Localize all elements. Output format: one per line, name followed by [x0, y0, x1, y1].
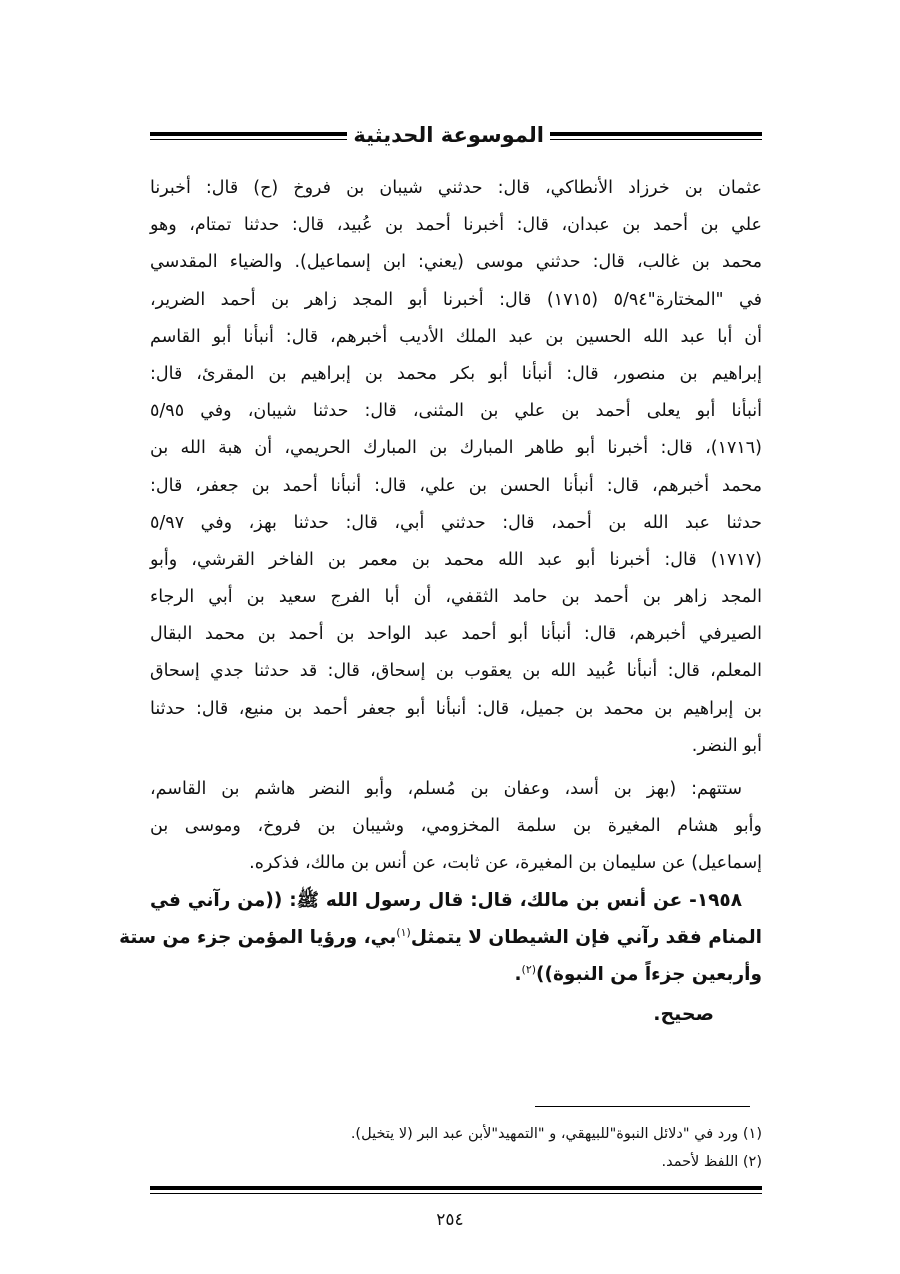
footnotes [150, 1120, 762, 1176]
text-line: بن إبراهيم بن محمد بن جميل، قال: أنبأنا أبو جعفر أحمد بن منيع، قال: حدثنا [150, 698, 762, 719]
text-line: (١٧١٦)، قال: أخبرنا أبو طاهر المبارك بن المبارك الحريمي، أن هبة الله بن [150, 438, 762, 459]
footnote-ref: (٢) [521, 962, 537, 976]
text-line: محمد بن غالب، قال: حدثني موسى (يعني: ابن إسماعيل). والضياء المقدسي [150, 252, 762, 273]
narrators-summary-line: ستتهم: (بهز بن أسد، وعفان بن مُسلم، وأبو النضر هاشم بن القاسم، [150, 779, 742, 799]
hadith-line [119, 919, 762, 956]
hadith-verdict: صحيح. [653, 1003, 714, 1025]
footnote-ref: (١) [396, 925, 411, 939]
text-line: علي بن أحمد بن عبدان، قال: أخبرنا أحمد بن عُبيد، قال: حدثنا تمتام، وهو [150, 215, 762, 236]
hadith-text: . [514, 964, 522, 985]
text-line: (١٧١٧) قال: أخبرنا أبو عبد الله محمد بن معمر بن الفاخر القرشي، وأبو [150, 549, 762, 570]
text-line: أنبأنا أبو يعلى أحمد بن علي بن المثنى، قال: حدثنا شيبان، وفي ٥/٩٥ [150, 401, 762, 422]
running-header [150, 118, 762, 154]
hadith-text: وأربعين جزءاً من النبوة)) [536, 964, 762, 985]
footnote: (١) ورد في "دلائل النبوة"للبيهقي، و "التمهيد"لأبن عبد البر (لا يتخيل). [350, 1126, 762, 1142]
narrators-summary-line: وأبو هشام المغيرة بن سلمة المخزومي، وشيبان بن فروخ، وموسى بن [150, 816, 762, 836]
text-line: حدثنا عبد الله بن أحمد، قال: حدثني أبي، قال: حدثنا بهز، وفي ٥/٩٧ [150, 512, 762, 533]
page-number: ٢٥٤ [436, 1210, 464, 1230]
footnote-separator [535, 1106, 750, 1107]
text-line: عثمان بن خرزاد الأنطاكي، قال: حدثني شيبان بن فروخ (ح) قال: أخبرنا [150, 178, 762, 198]
text-line: المعلم، قال: أنبأنا عُبيد الله بن يعقوب بن إسحاق، قال: قد حدثنا جدي إسحاق [150, 661, 762, 682]
footnote: (٢) اللفظ لأحمد. [661, 1154, 762, 1170]
hadith-line: ١٩٥٨- عن أنس بن مالك، قال: قال رسول الله ﷺ: ((من رآني في [150, 890, 742, 911]
header-title: الموسوعة الحديثية [347, 118, 550, 152]
text-line: أن أبا عبد الله الحسين بن عبد الملك الأديب أخبرهم، قال: أنبأنا أبو القاسم [150, 326, 762, 347]
text-line: محمد أخبرهم، قال: أنبأنا الحسن بن علي، قال: أنبأنا أحمد بن جعفر، قال: [150, 475, 762, 496]
text-line: المجد زاهر بن أحمد بن حامد الثقفي، أن أبا الفرج سعيد بن أبي الرجاء [150, 587, 762, 608]
bottom-rule [150, 1186, 762, 1195]
hadith-text: بي، ورؤيا المؤمن جزء من ستة [119, 927, 397, 948]
text-line: إبراهيم بن منصور، قال: أنبأنا أبو بكر محمد بن إبراهيم بن المقرئ، قال: [150, 363, 762, 384]
header-side-ornament [702, 136, 762, 144]
text-line: في "المختارة"٥/٩٤ (١٧١٥) قال: أخبرنا أبو المجد زاهر بن أحمد الضرير، [150, 289, 763, 310]
narrators-summary-line: إسماعيل) عن سليمان بن المغيرة، عن ثابت، عن أنس بن مالك، فذكره. [249, 853, 762, 873]
hadith-line [150, 956, 762, 993]
text-line: أبو النضر. [691, 735, 762, 756]
hadith-text: المنام فقد رآني فإن الشيطان لا يتمثل [410, 927, 762, 948]
main-text [119, 170, 763, 1035]
text-line: الصيرفي أخبرهم، قال: أنبأنا أبو أحمد عبد الواحد بن أحمد بن محمد البقال [150, 624, 762, 645]
